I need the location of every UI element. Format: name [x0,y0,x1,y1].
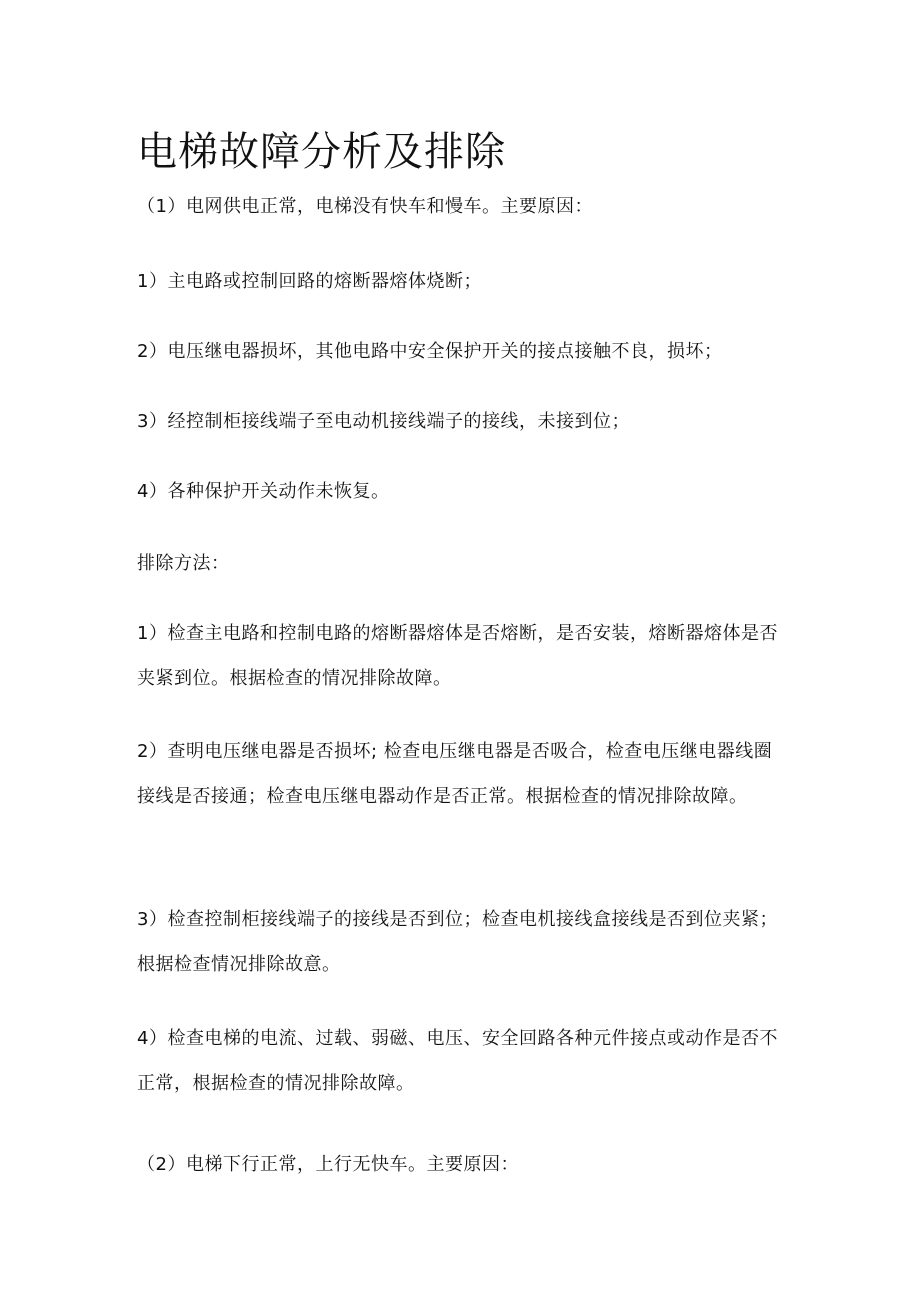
solution-item-3: 3）检查控制柜接线端子的接线是否到位；检查电机接线盒接线是否到位夹紧；根据检查情况排除故意。 [137,909,778,975]
cause-item-3: 3）经控制柜接线端子至电动机接线端子的接线，未接到位； [137,411,630,432]
cause-item-4: 4）各种保护开关动作未恢复。 [137,481,390,502]
document-title: 电梯故障分析及排除 [137,129,506,175]
solution-item-2: 2）查明电压继电器是否损坏; 检查电压继电器是否吸合，检查电压继电器线圈接线是否接通；检查电压继电器动作是否正常。根据检查的情况排除故障。 [137,741,773,807]
solution-item-1: 1）检查主电路和控制电路的熔断器熔体是否熔断，是否安装，熔断器熔体是否夹紧到位。根据检查的情况排除故障。 [137,623,778,689]
solution-heading: 排除方法： [137,553,230,574]
section-2-heading: （2）电梯下行正常，上行无快车。主要原因： [137,1154,519,1175]
cause-item-2: 2）电压继电器损坏，其他电路中安全保护开关的接点接触不良，损坏； [137,341,723,362]
cause-item-1: 1）主电路或控制回路的熔断器熔体烧断； [137,271,482,292]
solution-item-4: 4）检查电梯的电流、过载、弱磁、电压、安全回路各种元件接点或动作是否不正常，根据检查的情况排除故障。 [137,1028,778,1094]
section-1-heading: （1）电网供电正常，电梯没有快车和慢车。主要原因： [137,196,593,217]
